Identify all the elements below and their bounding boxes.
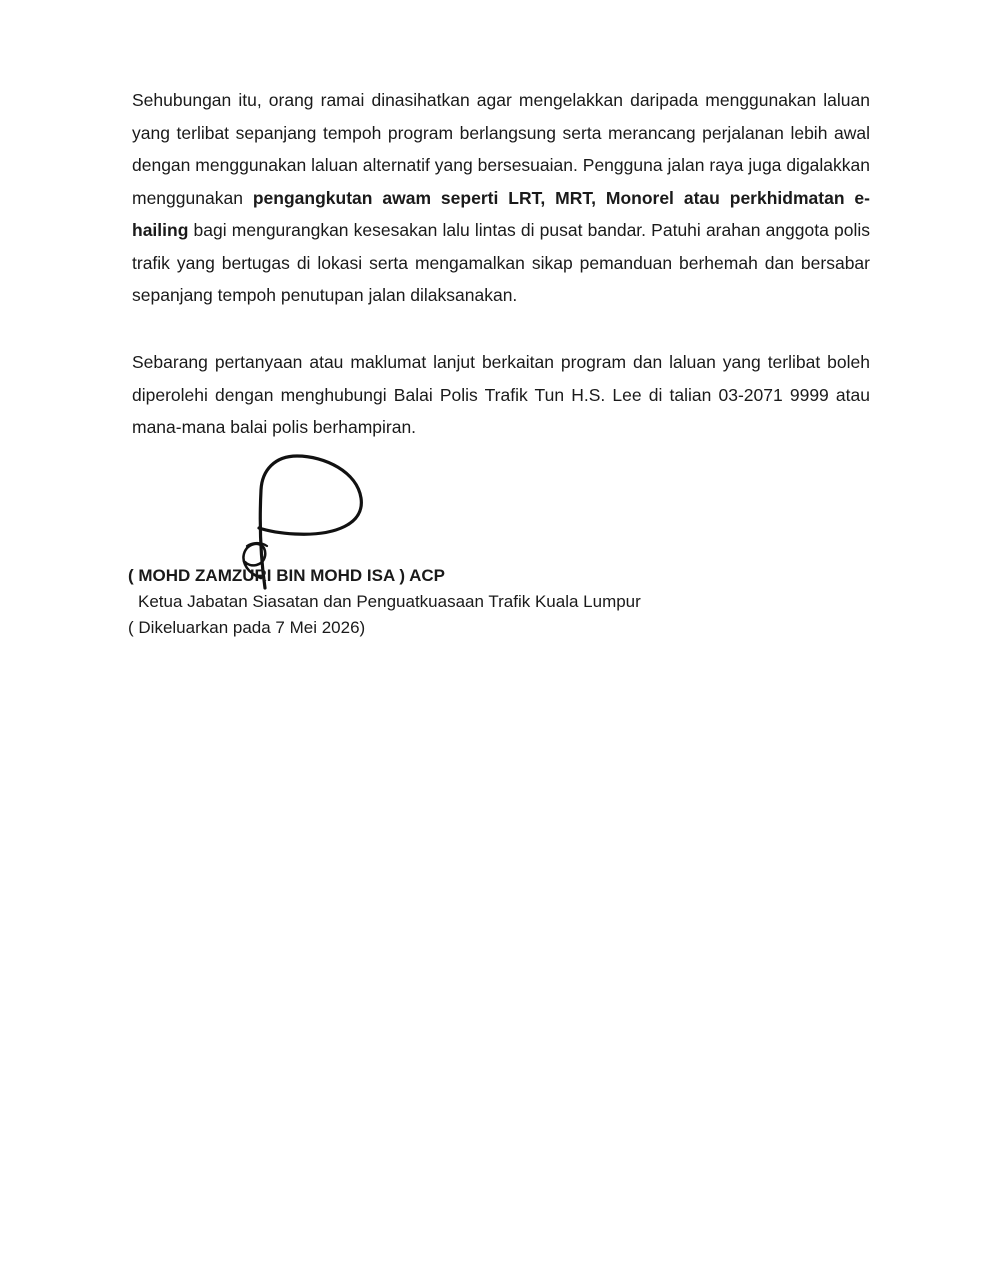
- signatory-name: ( MOHD ZAMZURI BIN MOHD ISA ) ACP: [128, 566, 445, 585]
- public-transport-emphasis: pengangkutan awam seperti LRT, MRT, Monorel atau perkhidmatan e-hailing: [132, 187, 870, 240]
- advisory-text-part-2: bagi mengurangkan kesesakan lalu lintas di pusat bandar. Patuhi arahan anggota polis trafik yang bertugas di lokasi serta mengamalkan sikap pemanduan berhemah dan bersabar sepanjang tempoh penutupan jalan dilaksanakan.: [132, 220, 870, 305]
- enquiry-paragraph: Sebarang pertanyaan atau maklumat lanjut berkaitan program dan laluan yang terlibat boleh diperolehi dengan menghubungi Balai Polis Trafik Tun H.S. Lee di talian 03-2071 9999 atau mana-mana balai polis berhampiran.: [132, 352, 870, 437]
- signatory-title: Ketua Jabatan Siasatan dan Penguatkuasaan Trafik Kuala Lumpur: [138, 592, 641, 611]
- advisory-text-part-1: Sehubungan itu, orang ramai dinasihatkan agar mengelakkan daripada menggunakan laluan yang terlibat sepanjang tempoh program berlangsung serta merancang perjalanan lebih awal dengan menggunakan laluan alternatif yang bersesuaian. Pengguna jalan raya juga digalakkan menggunakan: [132, 90, 870, 208]
- issue-date: ( Dikeluarkan pada 7 Mei 2026): [128, 618, 366, 637]
- advisory-paragraph: [132, 84, 870, 312]
